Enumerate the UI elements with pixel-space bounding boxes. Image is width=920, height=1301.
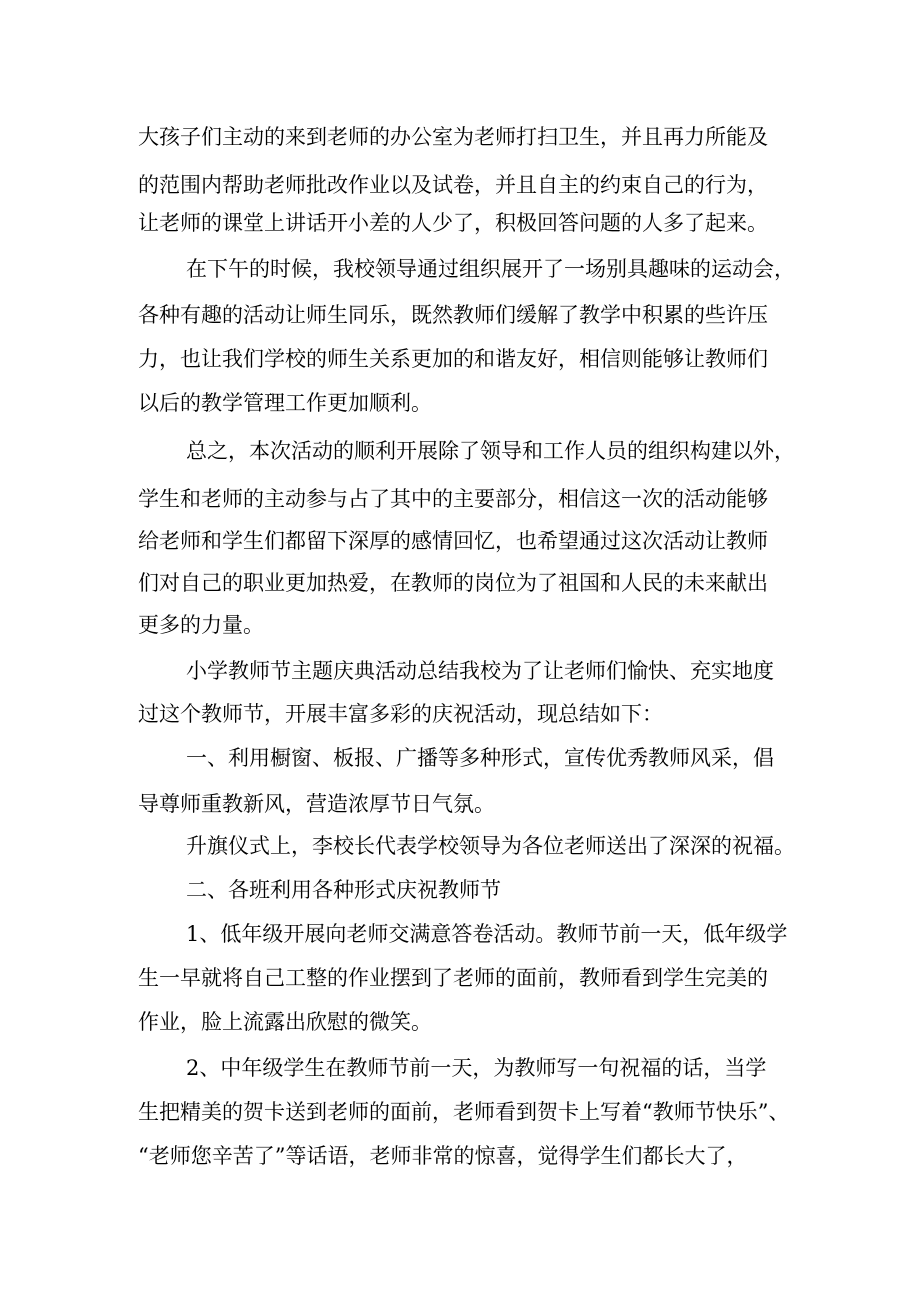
text-line-content: 2、中年级学生在教师节前一天，为教师写一句祝福的话，当学: [186, 1056, 767, 1080]
text-line-content: 一、利用橱窗、板报、广播等多种形式，宣传优秀教师风采，倡: [186, 746, 774, 770]
text-line-content: 更多的力量。: [138, 613, 264, 637]
text-line: [0, 1136, 920, 1176]
text-line: [0, 339, 920, 379]
text-line-content: 以后的教学管理工作更加顺利。: [138, 391, 432, 415]
text-line-content: 二、各班利用各种形式庆祝教师节: [186, 878, 501, 902]
text-line: [0, 165, 920, 205]
text-line: [0, 295, 920, 335]
text-line-content: 的范围内帮助老师批改作业以及试卷，并且自主的约束自己的行为，: [138, 173, 768, 197]
text-line-content: “老师您辛苦了”等话语，老师非常的惊喜，觉得学生们都长大了，: [138, 1144, 748, 1168]
text-line-content: 们对自己的职业更加热爱，在教师的岗位为了祖国和人民的未来献出: [138, 571, 768, 595]
text-line-content: 大孩子们主动的来到老师的办公室为老师打扫卫生，并且再力所能及: [138, 125, 768, 149]
text-line: [0, 914, 920, 954]
text-line: [0, 605, 920, 645]
text-line-content: 生把精美的贺卡送到老师的面前，老师看到贺卡上写着“教师节快乐”、: [138, 1100, 790, 1124]
text-line: [0, 1048, 920, 1088]
text-line: [0, 826, 920, 866]
text-line-content: 小学教师节主题庆典活动总结我校为了让老师们愉快、充实地度: [186, 659, 774, 683]
text-line-content: 作业，脸上流露出欣慰的微笑。: [138, 1010, 432, 1034]
text-line-content: 1、低年级开展向老师交满意答卷活动。教师节前一天，低年级学: [186, 922, 788, 946]
text-line: [0, 117, 920, 157]
text-line: [0, 479, 920, 519]
text-line-content: 生一早就将自己工整的作业摆到了老师的面前，教师看到学生完美的: [138, 966, 768, 990]
text-line: [0, 203, 920, 243]
text-line: [0, 694, 920, 734]
text-line-content: 让老师的课堂上讲话开小差的人少了，积极回答问题的人多了起来。: [138, 211, 768, 235]
text-line: [0, 521, 920, 561]
text-line-content: 升旗仪式上，李校长代表学校领导为各位老师送出了深深的祝福。: [186, 834, 795, 858]
text-line-content: 在下午的时候，我校领导通过组织展开了一场别具趣味的运动会，: [186, 257, 795, 281]
text-line: [0, 784, 920, 824]
text-line: [0, 1002, 920, 1042]
text-line: [0, 563, 920, 603]
text-line: [0, 958, 920, 998]
text-line: [0, 870, 920, 910]
text-line-content: 总之，本次活动的顺利开展除了领导和工作人员的组织构建以外，: [186, 439, 795, 463]
text-line: [0, 651, 920, 691]
text-line: [0, 383, 920, 423]
text-line-content: 导尊师重教新风，营造浓厚节日气氛。: [138, 792, 495, 816]
text-line: [0, 738, 920, 778]
text-line: [0, 249, 920, 289]
text-line-content: 各种有趣的活动让师生同乐，既然教师们缓解了教学中积累的些许压: [138, 303, 768, 327]
text-line-content: 给老师和学生们都留下深厚的感情回忆，也希望通过这次活动让教师: [138, 529, 768, 553]
text-line-content: 过这个教师节，开展丰富多彩的庆祝活动，现总结如下：: [138, 702, 663, 726]
text-line-content: 学生和老师的主动参与占了其中的主要部分，相信这一次的活动能够: [138, 487, 768, 511]
text-line: [0, 1092, 920, 1132]
text-line: [0, 431, 920, 471]
text-line-content: 力，也让我们学校的师生关系更加的和谐友好，相信则能够让教师们: [138, 347, 768, 371]
